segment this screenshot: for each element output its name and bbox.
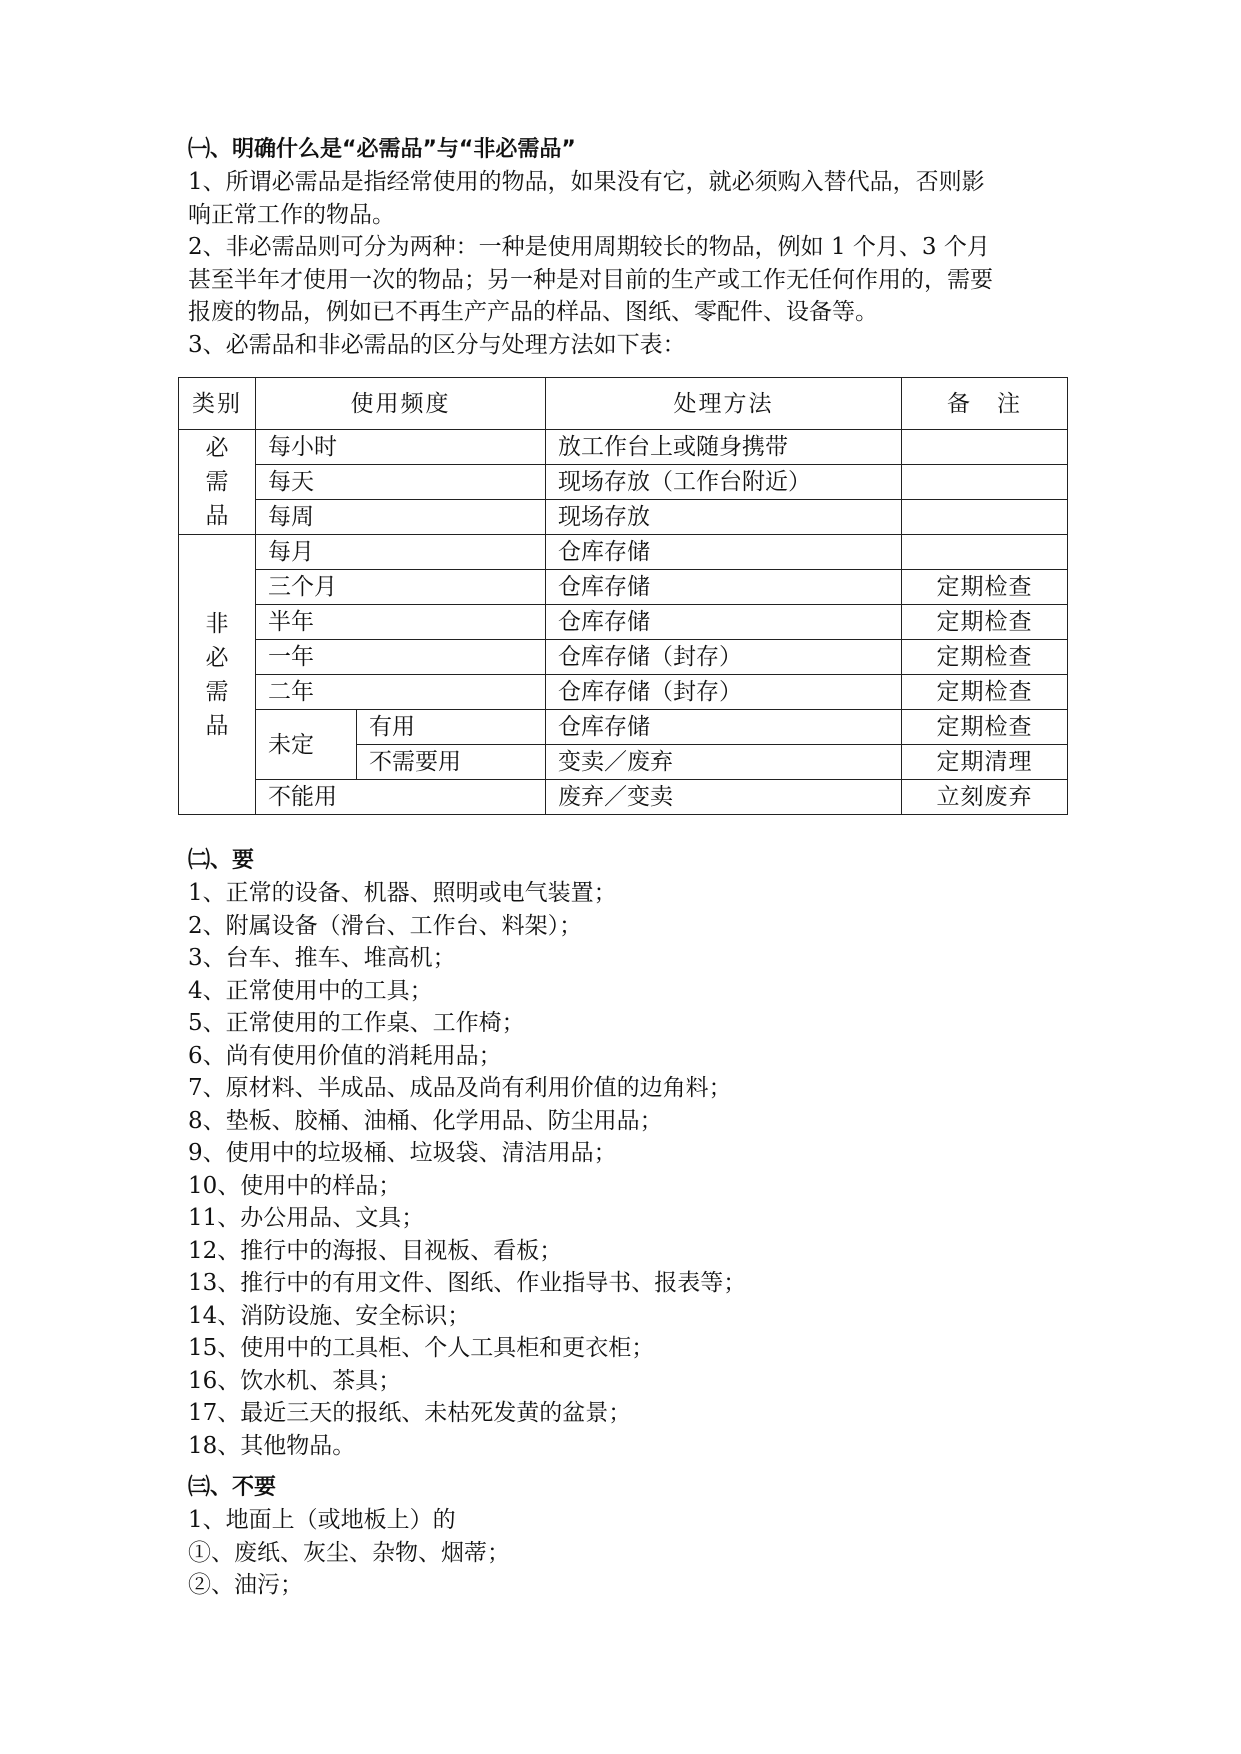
paragraph-2-line-2: 甚至半年才使用一次的物品；另一种是对目前的生产或工作无任何作用的，需要 (188, 266, 993, 293)
undecided-cell: 未定 (256, 710, 357, 780)
frequency-cell: 每小时 (256, 430, 546, 465)
list-item: 9、使用中的垃圾桶、垃圾袋、清洁用品； (188, 1140, 617, 1166)
header-frequency: 使用频度 (256, 378, 546, 430)
table-row (179, 570, 1068, 605)
category-needed: 必需品 (179, 430, 256, 535)
table-row (179, 500, 1068, 535)
remark-cell (902, 500, 1068, 535)
frequency-cell: 二年 (256, 675, 546, 710)
table-row (179, 675, 1068, 710)
method-cell: 仓库存储（封存） (546, 675, 902, 710)
method-cell: 现场存放 (546, 500, 902, 535)
table-header-row (179, 378, 1068, 430)
remark-cell: 定期检查 (902, 710, 1068, 745)
list-item: 6、尚有使用价值的消耗用品； (188, 1042, 502, 1069)
list-item: 12、推行中的海报、目视板、看板； (188, 1237, 563, 1264)
remark-cell: 定期清理 (902, 745, 1068, 780)
frequency-cell: 有用 (357, 710, 546, 745)
method-cell: 放工作台上或随身携带 (546, 430, 902, 465)
paragraph-2-line-1: 2、非必需品则可分为两种：一种是使用周期较长的物品，例如 1 个月、3 个月 (188, 234, 990, 260)
frequency-cell: 半年 (256, 605, 546, 640)
list-item: 8、垫板、胶桶、油桶、化学用品、防尘用品； (188, 1107, 663, 1134)
frequency-cell: 不需要用 (357, 745, 546, 780)
remark-cell (902, 465, 1068, 500)
header-category: 类别 (179, 378, 256, 430)
list-item: ②、油污； (188, 1572, 303, 1598)
method-cell: 废弃／变卖 (546, 780, 902, 815)
paragraph-3: 3、必需品和非必需品的区分与处理方法如下表： (188, 331, 686, 358)
list-item: 11、办公用品、文具； (188, 1205, 425, 1231)
frequency-cell: 每天 (256, 465, 546, 500)
paragraph-1-line-2: 响正常工作的物品。 (188, 201, 395, 228)
section2-heading: ㈡、要 (188, 848, 255, 873)
method-cell: 仓库存储 (546, 570, 902, 605)
table-row (179, 535, 1068, 570)
section1 (188, 134, 1068, 361)
frequency-cell: 不能用 (256, 780, 546, 815)
method-cell: 仓库存储 (546, 710, 902, 745)
remark-cell: 定期检查 (902, 570, 1068, 605)
list-item: 17、最近三天的报纸、未枯死发黄的盆景； (188, 1400, 632, 1426)
list-item: 3、台车、推车、堆高机； (188, 945, 456, 971)
table-row (179, 640, 1068, 675)
remark-cell: 定期检查 (902, 605, 1068, 640)
remark-cell: 定期检查 (902, 675, 1068, 710)
table-row (179, 430, 1068, 465)
list-item: 1、正常的设备、机器、照明或电气装置； (188, 880, 617, 906)
list-item: 18、其他物品。 (188, 1432, 356, 1459)
frequency-cell: 三个月 (256, 570, 546, 605)
method-cell: 仓库存储 (546, 535, 902, 570)
header-method: 处理方法 (546, 378, 902, 430)
list-item: 16、饮水机、茶具； (188, 1367, 402, 1394)
method-cell: 仓库存储（封存） (546, 640, 902, 675)
list-item: 5、正常使用的工作桌、工作椅； (188, 1010, 525, 1036)
remark-cell (902, 535, 1068, 570)
frequency-cell: 每月 (256, 535, 546, 570)
list-item: ①、废纸、灰尘、杂物、烟蒂； (188, 1539, 510, 1566)
list-item: 7、原材料、半成品、成品及尚有利用价值的边角料； (188, 1075, 732, 1101)
header-remark: 备 注 (902, 378, 1068, 430)
table-row (179, 710, 1068, 745)
list-item: 1、地面上（或地板上）的 (188, 1507, 456, 1533)
method-cell: 现场存放（工作台附近） (546, 465, 902, 500)
remark-cell: 定期检查 (902, 640, 1068, 675)
list-item: 14、消防设施、安全标识； (188, 1302, 471, 1329)
list-item: 10、使用中的样品； (188, 1172, 402, 1199)
list-item: 15、使用中的工具柜、个人工具柜和更衣柜； (188, 1335, 655, 1361)
category-unneeded: 非必需品 (179, 535, 256, 815)
method-cell: 仓库存储 (546, 605, 902, 640)
classification-table (178, 377, 1068, 815)
list-item: 2、附属设备（滑台、工作台、料架）； (188, 912, 583, 939)
paragraph-2-line-3: 报废的物品，例如已不再生产产品的样品、图纸、零配件、设备等。 (188, 299, 878, 325)
frequency-cell: 每周 (256, 500, 546, 535)
method-cell: 变卖／废弃 (546, 745, 902, 780)
section3-heading: ㈢、不要 (188, 1475, 277, 1500)
table-row (179, 465, 1068, 500)
frequency-cell: 一年 (256, 640, 546, 675)
section1-heading: ㈠、明确什么是“必需品”与“非必需品” (188, 137, 576, 162)
list-item: 4、正常使用中的工具； (188, 977, 433, 1004)
section2 (188, 845, 1068, 1462)
section3 (188, 1472, 1068, 1602)
table-row (179, 605, 1068, 640)
table-row (179, 780, 1068, 815)
list-item: 13、推行中的有用文件、图纸、作业指导书、报表等； (188, 1270, 747, 1296)
paragraph-1-line-1: 1、所谓必需品是指经常使用的物品，如果没有它，就必须购入替代品，否则影 (188, 169, 985, 195)
remark-cell: 立刻废弃 (902, 780, 1068, 815)
remark-cell (902, 430, 1068, 465)
